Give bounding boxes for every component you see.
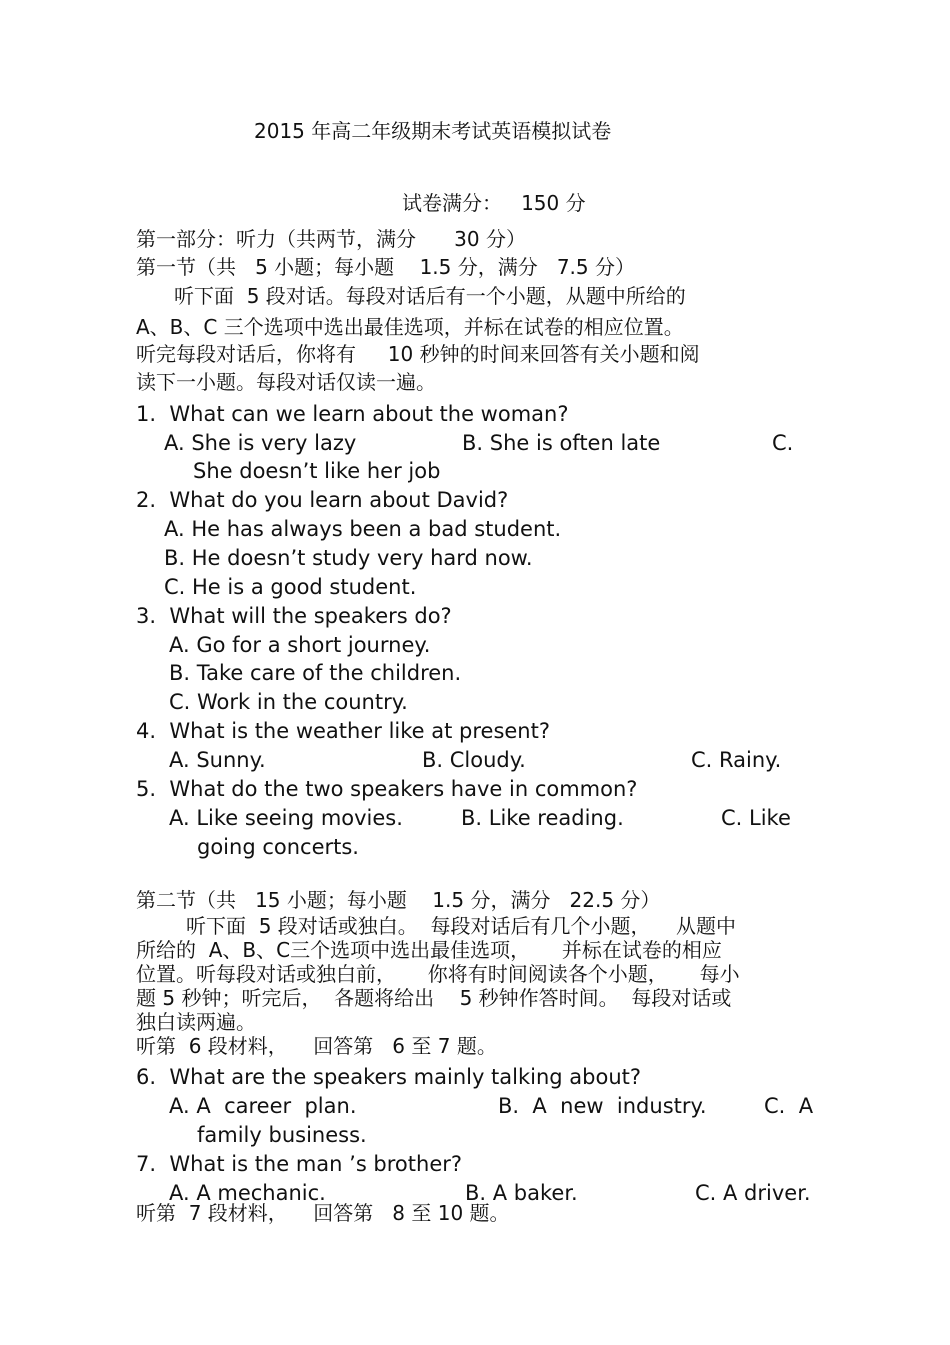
material-note: 听第 6 段材料， 回答第 6 至 7 题。	[136, 1034, 497, 1058]
option-a: A. A career plan.	[169, 1094, 357, 1118]
question-stem: 1. What can we learn about the woman?	[136, 402, 569, 426]
option-b: B. A new industry.	[498, 1094, 707, 1118]
question-stem: 2. What do you learn about David?	[136, 488, 509, 512]
section1-instruction: 读下一小题。每段对话仅读一遍。	[136, 370, 436, 394]
option-b: B. A baker.	[465, 1181, 578, 1205]
question-stem: 4. What is the weather like at present?	[136, 719, 550, 743]
section2-instruction: 所给的 A、B、C三个选项中选出最佳选项， 并标在试卷的相应	[136, 938, 722, 962]
question-stem: 6. What are the speakers mainly talking about?	[136, 1065, 642, 1089]
section2-instruction: 听下面 5 段对话或独白。 每段对话后有几个小题， 从题中	[186, 914, 736, 938]
option-b: B. He doesn’t study very hard now.	[164, 546, 533, 570]
section1-instruction: 听完每段对话后，你将有 10 秒钟的时间来回答有关小题和阅	[136, 342, 700, 366]
option-a: A. Sunny.	[169, 748, 266, 772]
option-b: B. Like reading.	[461, 806, 624, 830]
question-stem: 7. What is the man ’s brother?	[136, 1152, 463, 1176]
page-title: 2015 年高二年级期末考试英语模拟试卷	[254, 119, 612, 143]
option-c: C. A driver.	[695, 1181, 811, 1205]
option-c: C.	[772, 431, 794, 455]
part1-heading: 第一部分：听力（共两节，满分 30 分）	[136, 227, 526, 251]
option-a: A. Like seeing movies.	[169, 806, 403, 830]
option-b: B. She is often late	[462, 431, 661, 455]
option-c: C. Work in the country.	[169, 690, 408, 714]
option-b: B. Cloudy.	[422, 748, 526, 772]
option-c: C. Rainy.	[691, 748, 782, 772]
section1-heading: 第一节（共 5 小题；每小题 1.5 分，满分 7.5 分）	[136, 255, 635, 279]
option-c: C. Like	[721, 806, 791, 830]
section2-instruction: 独白读两遍。	[136, 1010, 256, 1034]
section1-instruction: A、B、C 三个选项中选出最佳选项，并标在试卷的相应位置。	[136, 315, 684, 339]
material-note: 听第 7 段材料， 回答第 8 至 10 题。	[136, 1201, 510, 1225]
option-c: C. He is a good student.	[164, 575, 417, 599]
option-a: A. A mechanic.	[169, 1181, 326, 1205]
option-c-continued: family business.	[197, 1123, 367, 1147]
section2-instruction: 题 5 秒钟；听完后， 各题将给出 5 秒钟作答时间。 每段对话或	[136, 986, 732, 1010]
option-c-continued: going concerts.	[197, 835, 359, 859]
section2-heading: 第二节（共 15 小题；每小题 1.5 分，满分 22.5 分）	[136, 888, 661, 912]
full-score: 试卷满分： 150 分	[402, 191, 586, 215]
option-a: A. He has always been a bad student.	[164, 517, 562, 541]
option-b: B. Take care of the children.	[169, 661, 462, 685]
question-stem: 3. What will the speakers do?	[136, 604, 452, 628]
option-c-continued: She doesn’t like her job	[193, 459, 441, 483]
question-stem: 5. What do the two speakers have in common?	[136, 777, 638, 801]
option-a: A. She is very lazy	[164, 431, 357, 455]
section1-instruction: 听下面 5 段对话。每段对话后有一个小题，从题中所给的	[174, 284, 686, 308]
option-a: A. Go for a short journey.	[169, 633, 431, 657]
section2-instruction: 位置。听每段对话或独白前， 你将有时间阅读各个小题， 每小	[136, 962, 740, 986]
option-c: C. A	[764, 1094, 814, 1118]
